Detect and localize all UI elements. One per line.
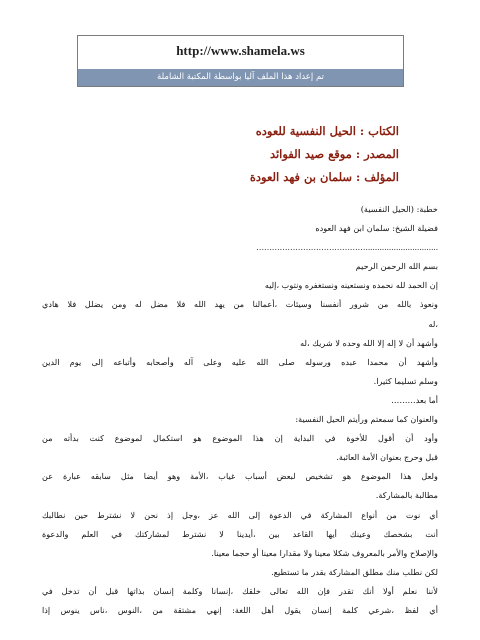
book-title: الكتاب : الحيل النفسية للعوده: [255, 124, 399, 138]
text-line: أي نوت من أنواع المشاركة في الدعوة إلى الله عز ،وجل إذ نحن لا نشترط حين نطالبك: [42, 509, 438, 520]
header-banner: [77, 35, 404, 87]
separator-line: ……………………………………...............................: [256, 243, 438, 253]
text-line: أي لفظ ،شرعي كلمة إنسان يقول أهل اللغة: إنهي مشتقة من ،النوس ،ناس ينوس إذا: [42, 604, 438, 615]
text-line: أما بعد………: [391, 394, 438, 405]
text-line: وسلم تسليما كثيرا.: [373, 375, 438, 386]
text-line: فضيلة الشيخ: سلمان ابن فهد العوده: [315, 223, 438, 234]
book-source: المصدر : موقع صيد الفوائد: [269, 147, 399, 161]
site-url[interactable]: http://www.shamela.ws: [176, 43, 305, 58]
text-line: والإصلاح والأمر بالمعروف شكلا معينا ولا مقدارا معينا أو حجما معينا.: [211, 547, 438, 558]
generated-note: تم إعداد هذا الملف آليا بواسطة المكتبة الشاملة: [78, 69, 403, 86]
text-line: ،له: [428, 318, 438, 329]
text-line: لكن نطلب منك مطلق المشاركة بقدر ما تستطيع.: [271, 566, 438, 577]
text-line: والعنوان كما سمعتم ورأيتم الحيل النفسية:: [295, 414, 438, 425]
text-line: وأشهد أن محمدا عبده ورسوله صلى الله عليه وعلى آله وأصحابه وأتباعه إلى يوم الدين: [42, 356, 438, 367]
text-line: لأننا نعلم أولا أنك تقدر فإن الله تعالى خلقك ،إنسانا وكلمة إنسان بذاتها قبل أن تدخل في: [42, 585, 438, 596]
text-line: وأود أن أقول للأخوة في البداية إن هذا الموضوع هو استكمال لموضوع كنت بدأته من: [42, 433, 438, 444]
text-line: مطالبة بالمشاركة.: [375, 490, 438, 501]
text-line: بسم الله الرحمن الرحيم: [355, 261, 438, 272]
document-body: [42, 200, 438, 620]
text-line: وأشهد أن لا إله إلا الله وحده لا شريك ،له: [300, 337, 438, 348]
text-line: أنت بشخصك وعينك أيها القاعد بين ،أيدينا لا نشترط لمشاركتك في العلم والدعوة: [42, 528, 438, 539]
text-line: ونعوذ بالله من شرور أنفسنا وسيئات ،أعمالنا من يهد الله فلا مضل له ومن يضلل فلا هادي: [42, 299, 438, 310]
book-author: المؤلف : سلمان بن فهد العودة: [249, 170, 399, 184]
text-line: خطبة: (الحيل النفسية): [360, 204, 438, 214]
text-line: إن الحمد لله نحمده ونستعينه ونستغفره ونتوب ،إليه: [264, 280, 438, 291]
text-line: ولعل هذا الموضوع هو تشخيص لبعض أسباب غياب ،الأمة وهو أيضا مثل سابقه عبارة عن: [42, 471, 438, 482]
book-meta: [99, 120, 399, 189]
text-line: قبل وحرج بعنوان الأمة العائبة.: [336, 452, 438, 463]
